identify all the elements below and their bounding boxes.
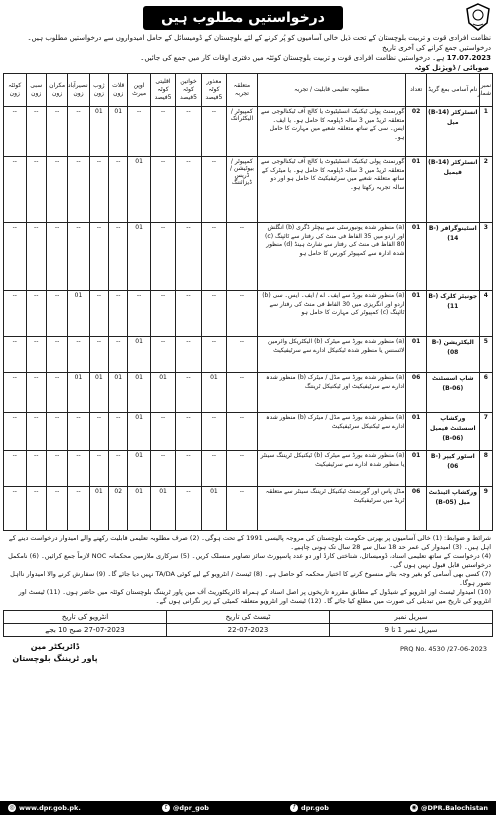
quota-cell: --: [68, 487, 89, 531]
serial-number: 1: [479, 107, 492, 157]
column-header: خواتین کوٹہ 5فیصد: [176, 74, 201, 107]
website-link[interactable]: ◎ www.dpr.gob.pk.: [9, 804, 81, 812]
quota-cell: --: [89, 413, 108, 451]
serial-number: 6: [479, 373, 492, 413]
quota-cell: --: [201, 157, 226, 223]
quota-cell: --: [68, 451, 89, 487]
table-row: [4, 451, 493, 487]
page-title: درخواستیں مطلوب ہیں: [143, 6, 343, 30]
related-experience: --: [227, 451, 258, 487]
terms-paragraph: (10) امیدوار ٹیسٹ اور انٹرویو کے شیڈول کے مطابق مقررہ تاریخوں پر اصل اسناد کے ہمراہ ڈائریکٹوریٹ آف مین پاور ٹریننگ بلوچستان کوئٹہ میں حاضر ہوں۔ (11) ٹیسٹ اور انٹرویو کی تاریخ میں تبدیلی کی صورت میں مطلع کیا جائے گا۔ (12) ٹیسٹ اور انٹرویو متعلقہ کمیٹی کے زیر نگرانی ہوں گے۔: [18, 588, 491, 605]
twitter-icon: t: [162, 804, 170, 812]
related-experience: کمپیوٹر / بیوٹیشن / ڈریس ڈیزائننگ: [227, 157, 258, 223]
quota-cell: 01: [68, 291, 89, 337]
quota-cell: 01: [128, 451, 150, 487]
quota-cell: --: [46, 291, 67, 337]
column-header: قلات زون: [109, 74, 128, 107]
quota-cell: --: [176, 291, 201, 337]
quota-cell: --: [4, 451, 27, 487]
quota-cell: --: [176, 373, 201, 413]
quota-cell: --: [46, 487, 67, 531]
signatory-office: پاور ٹریننگ بلوچستان: [12, 654, 98, 663]
column-header: کوئٹہ زون: [4, 74, 27, 107]
serial-number: 5: [479, 337, 492, 373]
qualification: (a) منظور شدہ یونیورسٹی سے بیچلر ڈگری (b) انگلش اور اردو میں 35 الفاظ فی منٹ کی رفتار سے ٹائپنگ (c) 80 الفاظ فی منٹ کی رفتار سے شارٹ ہینڈ (d) منظور شدہ ادارہ سے کمپیوٹر کورس کا حامل ہو: [257, 223, 406, 291]
quota-cell: --: [201, 413, 226, 451]
quota-cell: --: [68, 107, 89, 157]
instagram-link[interactable]: ◉ @DPR.Balochistan: [411, 804, 488, 812]
quota-cell: --: [46, 223, 67, 291]
terms-paragraph: (7) کسی بھی آسامی کو بغیر وجہ بتائے منسوخ کرنے کا اختیار محکمہ کو حاصل ہے۔ (8) ٹیسٹ / انٹرویو کے لیے کوئی TA/DA نہیں دیا جائے گا۔ (9) سفارش کرنے والا امیدوار نااہل تصور ہوگا۔: [10, 570, 491, 587]
quota-cell: 01: [150, 373, 175, 413]
post-title: جونیئر کلرک (B-11): [426, 291, 479, 337]
schedule-interview-date: [4, 624, 167, 637]
terms-paragraph: شرائط و ضوابط: (1) خالی آسامیوں پر بھرتی حکومت بلوچستان کی مروجہ پالیسی 1991 کے تحت ہوگی۔ (2) صرف مطلوبہ تعلیمی قابلیت رکھنے والے امیدوار درخواست دینے کے اہل ہیں۔ (3) امیدوار کی عمر حد 18 سال سے 28 سال تک ہونی چاہیے۔: [8, 534, 491, 551]
post-count: 01: [406, 291, 426, 337]
quota-cell: 01: [68, 373, 89, 413]
quota-cell: --: [46, 337, 67, 373]
column-header: مطلوبہ تعلیمی قابلیت / تجربہ: [257, 74, 406, 107]
quota-cell: --: [150, 413, 175, 451]
quota-cell: --: [150, 337, 175, 373]
quota-cell: --: [4, 413, 27, 451]
quota-cell: --: [26, 223, 46, 291]
quota-cell: 01: [128, 223, 150, 291]
related-experience: --: [227, 337, 258, 373]
quota-cell: --: [4, 487, 27, 531]
serial-number: 2: [479, 157, 492, 223]
post-count: 02: [406, 107, 426, 157]
table-row: [4, 337, 493, 373]
quota-cell: --: [89, 451, 108, 487]
quota-cell: 01: [128, 373, 150, 413]
quota-cell: --: [68, 413, 89, 451]
serial-number: 4: [479, 291, 492, 337]
related-experience: --: [227, 373, 258, 413]
quota-cell: --: [46, 451, 67, 487]
test-interview-schedule: [3, 610, 493, 637]
quota-cell: --: [150, 291, 175, 337]
serial-number: 7: [479, 413, 492, 451]
schedule-header-row: [4, 611, 493, 624]
quota-cell: --: [201, 223, 226, 291]
quota-cell: --: [150, 157, 175, 223]
quota-cell: --: [4, 337, 27, 373]
interview-date: 27-07-2023: [84, 626, 125, 634]
quota-cell: --: [4, 107, 27, 157]
quota-cell: 01: [89, 373, 108, 413]
intro-paragraph: [3, 33, 493, 63]
column-header: نام آسامی بمع گریڈ: [426, 74, 479, 107]
table-row: [4, 413, 493, 451]
quota-cell: 01: [201, 487, 226, 531]
quota-cell: --: [109, 337, 128, 373]
column-header: مکران زون: [46, 74, 67, 107]
serial-number: 8: [479, 451, 492, 487]
quota-cell: 01: [128, 157, 150, 223]
serial-number: 9: [479, 487, 492, 531]
qualification: گورنمنٹ پولی ٹیکنیک انسٹیٹیوٹ یا کالج آف ٹیکنالوجی سے متعلقہ ٹریڈ میں 3 سالہ ڈپلومہ کا حامل ہو۔ یا میٹرک کے ساتھ متعلقہ شعبے میں سرٹیفیکیٹ کا حامل ہو اور دو سالہ تجربہ رکھتا ہو۔: [257, 157, 406, 223]
quota-cell: --: [201, 107, 226, 157]
quota-cell: 01: [128, 487, 150, 531]
facebook-link[interactable]: f dpr.gob: [290, 804, 329, 812]
qualification: مڈل پاس اور گورنمنٹ ٹیکنیکل ٹریننگ سینٹر سے متعلقہ ٹریڈ میں سرٹیفیکیٹ: [257, 487, 406, 531]
quota-cell: --: [109, 223, 128, 291]
post-count: 01: [406, 337, 426, 373]
quota-cell: --: [150, 451, 175, 487]
post-count: 01: [406, 157, 426, 223]
qualification: (a) منظور شدہ بورڈ سے میٹرک (b) ٹیکنیکل ٹریننگ سینٹر یا منظور شدہ ادارے سے سرٹیفیکیٹ: [257, 451, 406, 487]
terms-paragraph: (4) درخواست کے ساتھ تعلیمی اسناد، ڈومیسائل، شناختی کارڈ اور دو عدد پاسپورٹ سائز تصاویر منسلک کریں۔ (5) سرکاری ملازمین محکمانہ NOC لازماً جمع کرائیں۔ (6) نامکمل درخواستیں قابل قبول نہیں ہوں گی۔: [8, 552, 491, 569]
quota-cell: 01: [128, 413, 150, 451]
header-bar: [3, 3, 493, 33]
quota-cell: --: [68, 223, 89, 291]
schedule-test-date: 22-07-2023: [167, 624, 330, 637]
quota-cell: --: [68, 157, 89, 223]
quota-cell: --: [26, 337, 46, 373]
column-header: سبی زون: [26, 74, 46, 107]
quota-cell: --: [46, 373, 67, 413]
quota-cell: --: [4, 223, 27, 291]
table-header-row: [4, 74, 493, 107]
quota-caption: صوبائی / ڈویژنل کوٹہ: [414, 64, 489, 72]
quota-cell: --: [89, 223, 108, 291]
twitter-link[interactable]: t @dpr_gob: [162, 804, 209, 812]
post-title: اسٹینوگرافر (B-14): [426, 223, 479, 291]
globe-icon: ◎: [9, 804, 15, 811]
signatory-title: ڈائریکٹر مین: [30, 642, 80, 651]
qualification: (a) منظور شدہ بورڈ سے ایف۔ اے / ایف۔ ایس۔ سی (b) اردو اور انگریزی میں 30 الفاظ فی منٹ کی رفتار سے ٹائپنگ (c) کمپیوٹر کی مہارت کا حامل ہو: [257, 291, 406, 337]
quota-cell: --: [26, 107, 46, 157]
table-row: [4, 373, 493, 413]
schedule-header: انٹرویو کی تاریخ: [4, 611, 167, 624]
signatory: [9, 641, 101, 665]
related-experience: کمپیوٹر / الیکٹرانک: [227, 107, 258, 157]
schedule-row: [4, 624, 493, 637]
quota-cell: --: [128, 107, 150, 157]
post-title: شاپ اسسٹنٹ (B-06): [426, 373, 479, 413]
related-experience: --: [227, 487, 258, 531]
column-header: ژوب زون: [89, 74, 108, 107]
quota-cell: --: [26, 157, 46, 223]
quota-cell: --: [46, 157, 67, 223]
quota-cell: --: [89, 291, 108, 337]
quota-cell: --: [176, 413, 201, 451]
footer-bar: [0, 801, 496, 815]
quota-cell: --: [4, 291, 27, 337]
quota-cell: 02: [109, 487, 128, 531]
interview-time: صبح 10 بجے: [45, 626, 82, 634]
quota-cell: --: [109, 413, 128, 451]
column-header: متعلقہ تجربہ: [227, 74, 258, 107]
serial-number: 3: [479, 223, 492, 291]
table-row: [4, 223, 493, 291]
quota-cell: --: [4, 157, 27, 223]
quota-cell: --: [26, 291, 46, 337]
quota-cell: --: [46, 413, 67, 451]
post-title: انسٹرکٹر (B-14) میل: [426, 107, 479, 157]
column-header: اقلیتی کوٹہ 5فیصد: [150, 74, 175, 107]
quota-cell: --: [4, 373, 27, 413]
quota-cell: --: [176, 223, 201, 291]
post-title: ورکشاپ اٹینڈنٹ میل (B-05): [426, 487, 479, 531]
quota-cell: --: [176, 487, 201, 531]
quota-cell: --: [128, 291, 150, 337]
table-row: [4, 487, 493, 531]
quota-cell: --: [109, 291, 128, 337]
quota-cell: --: [26, 413, 46, 451]
schedule-header: سیریل نمبر: [330, 611, 493, 624]
schedule-header: ٹیسٹ کی تاریخ: [167, 611, 330, 624]
quota-cell: --: [26, 373, 46, 413]
quota-cell: --: [46, 107, 67, 157]
quota-cell: --: [201, 337, 226, 373]
quota-cell: --: [68, 337, 89, 373]
post-title: الیکٹریشن (B-08): [426, 337, 479, 373]
quota-cell: 01: [109, 107, 128, 157]
quota-cell: --: [26, 451, 46, 487]
quota-cell: 01: [201, 373, 226, 413]
post-count: 01: [406, 223, 426, 291]
terms-and-conditions: [3, 532, 493, 608]
post-count: 06: [406, 487, 426, 531]
signature-block: [3, 639, 493, 679]
instagram-icon: ◉: [411, 804, 417, 811]
post-count: 01: [406, 413, 426, 451]
schedule-serial: سیریل نمبر 1 تا 9: [330, 624, 493, 637]
quota-cell: 01: [128, 337, 150, 373]
column-header: نصیرآباد زون: [68, 74, 89, 107]
quota-cell: --: [201, 451, 226, 487]
quota-cell: --: [109, 157, 128, 223]
qualification: گورنمنٹ پولی ٹیکنیک انسٹیٹیوٹ یا کالج آف ٹیکنالوجی سے متعلقہ ٹریڈ میں 3 سالہ ڈپلومہ کا حامل ہو۔ یا ایف۔ ایس۔ سی کے ساتھ متعلقہ شعبے میں مہارت کا حامل ہو۔: [257, 107, 406, 157]
quota-cell: 01: [109, 373, 128, 413]
quota-cell: 01: [89, 107, 108, 157]
quota-cell: --: [150, 107, 175, 157]
related-experience: --: [227, 291, 258, 337]
quota-cell: --: [176, 107, 201, 157]
quota-cell: --: [150, 223, 175, 291]
quota-cell: --: [109, 451, 128, 487]
quota-cell: --: [89, 337, 108, 373]
post-title: اسٹور کیپر (B-06): [426, 451, 479, 487]
post-count: 01: [406, 451, 426, 487]
column-header: تعداد: [406, 74, 426, 107]
facebook-icon: f: [290, 804, 298, 812]
post-title: ورکشاپ اسسٹنٹ فیمیل (B-06): [426, 413, 479, 451]
column-header: معذور کوٹہ 5فیصد: [201, 74, 226, 107]
qualification: (a) منظور شدہ بورڈ سے مڈل / میٹرک (b) منظور شدہ ادارے سے ٹیکنیکل سرٹیفیکیٹ: [257, 413, 406, 451]
government-emblem-icon: [465, 3, 491, 31]
quota-cell: --: [26, 487, 46, 531]
table-row: [4, 157, 493, 223]
column-header: نمبر شمار: [479, 74, 492, 107]
quota-cell: --: [176, 337, 201, 373]
prq-number: PRQ No. 4530 /27-06-2023: [399, 645, 487, 653]
post-title: انسٹرکٹر (B-14) فیمیل: [426, 157, 479, 223]
quota-cell: --: [89, 157, 108, 223]
quota-cell: --: [201, 291, 226, 337]
quota-cell: --: [176, 157, 201, 223]
intro-text: نظامت افرادی قوت و تربیت بلوچستان کے تحت ذیل خالی آسامیوں کو پُر کرنے کے لئے بلوچستان کے ڈومیسائل کے حامل امیدواروں سے درخواستیں مطلوب ہیں۔ درخواستیں جمع کرانے کی آخری تاریخ: [27, 34, 491, 52]
post-count: 06: [406, 373, 426, 413]
related-experience: --: [227, 223, 258, 291]
last-date: 17.07.2023: [446, 54, 491, 62]
related-experience: --: [227, 413, 258, 451]
qualification: (a) منظور شدہ بورڈ سے مڈل / میٹرک (b) منظور شدہ ادارے سے سرٹیفیکیٹ اور ٹیکنیکل ٹریننگ: [257, 373, 406, 413]
column-header: اوپن میرٹ: [128, 74, 150, 107]
quota-cell: 01: [89, 487, 108, 531]
table-row: [4, 291, 493, 337]
table-row: [4, 107, 493, 157]
vacancies-table: [3, 73, 493, 531]
quota-cell: 01: [150, 487, 175, 531]
intro-text-2: ہے۔ درخواستیں نظامت افرادی قوت و تربیت بلوچستان کوئٹہ میں دفتری اوقات کار میں جمع کی جائیں۔: [140, 54, 445, 62]
quota-cell: --: [176, 451, 201, 487]
qualification: (a) منظور شدہ بورڈ سے میٹرک (b) الیکٹریکل وائرمین لائسنس یا منظور شدہ ٹیکنیکل ادارے سے سرٹیفیکیٹ: [257, 337, 406, 373]
